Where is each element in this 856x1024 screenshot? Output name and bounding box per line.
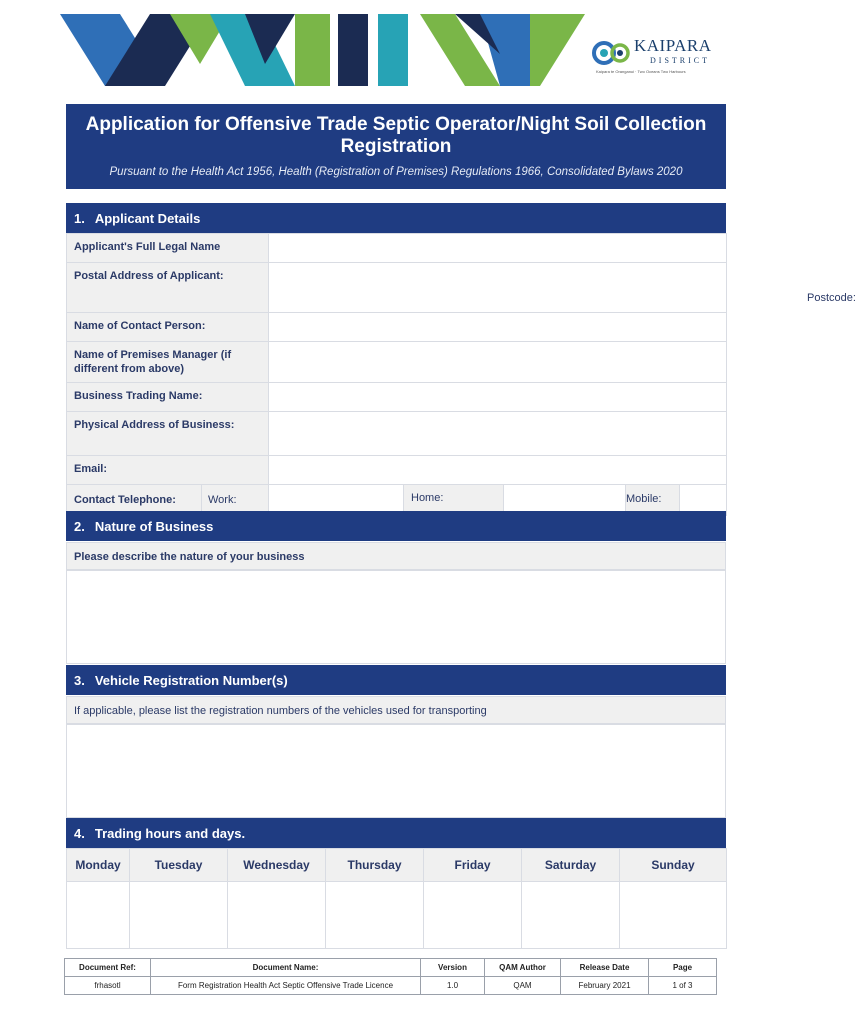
trading-name-label: Business Trading Name: xyxy=(67,383,269,412)
contact-person-field[interactable] xyxy=(269,313,727,342)
document-footer-table xyxy=(64,958,717,995)
physical-address-field[interactable] xyxy=(269,412,727,456)
work-label: Work: xyxy=(208,494,237,506)
business-description-field[interactable] xyxy=(66,570,726,664)
footer-name-value: Form Registration Health Act Septic Offensive Trade Licence xyxy=(151,977,421,995)
physical-address-label: Physical Address of Business: xyxy=(67,412,269,456)
logo-district: DISTRICT xyxy=(650,56,710,65)
wednesday-hours-field[interactable] xyxy=(228,882,326,949)
section-title: Applicant Details xyxy=(94,210,201,226)
footer-page-value: 1 of 3 xyxy=(649,977,717,995)
logo-wordmark: KAIPARA xyxy=(634,36,712,55)
postal-address-field[interactable] xyxy=(269,263,856,313)
premises-manager-label: Name of Premises Manager (if different from above) xyxy=(67,342,269,383)
footer-header-ref: Document Ref: xyxy=(65,959,151,977)
day-header-thursday: Thursday xyxy=(326,849,424,882)
day-header-wednesday: Wednesday xyxy=(228,849,326,882)
saturday-hours-field[interactable] xyxy=(522,882,620,949)
premises-manager-field[interactable] xyxy=(269,342,727,383)
vehicle-registration-field[interactable] xyxy=(66,724,726,818)
friday-hours-field[interactable] xyxy=(424,882,522,949)
trading-name-field[interactable] xyxy=(269,383,727,412)
day-header-saturday: Saturday xyxy=(522,849,620,882)
section-title: Vehicle Registration Number(s) xyxy=(94,672,288,688)
section-nature-of-business-header xyxy=(66,511,726,541)
monday-hours-field[interactable] xyxy=(67,882,130,949)
footer-header-version: Version xyxy=(421,959,485,977)
section-number: 3. xyxy=(74,672,85,688)
logo-tagline: Kaipara te Oranganui · Two Oceans Two Harbours xyxy=(596,69,686,74)
form-title-block xyxy=(66,104,726,189)
home-label: Home: xyxy=(404,485,504,516)
vehicle-registration-prompt: If applicable, please list the registration numbers of the vehicles used for transporting xyxy=(66,696,726,724)
thursday-hours-field[interactable] xyxy=(326,882,424,949)
applicant-details-table xyxy=(66,233,856,516)
section-number: 1. xyxy=(74,210,85,226)
footer-header-release-date: Release Date xyxy=(561,959,649,977)
email-label: Email: xyxy=(67,456,269,485)
footer-header-name: Document Name: xyxy=(151,959,421,977)
footer-author-value: QAM xyxy=(485,977,561,995)
postcode-label: Postcode: xyxy=(807,292,856,304)
email-field[interactable] xyxy=(269,456,727,485)
section-title: Nature of Business xyxy=(94,518,214,534)
footer-header-page: Page xyxy=(649,959,717,977)
tuesday-hours-field[interactable] xyxy=(130,882,228,949)
section-applicant-details-header xyxy=(66,203,726,233)
day-header-tuesday: Tuesday xyxy=(130,849,228,882)
section-title: Trading hours and days. xyxy=(94,825,246,841)
section-number: 2. xyxy=(74,518,85,534)
footer-header-author: QAM Author xyxy=(485,959,561,977)
day-header-friday: Friday xyxy=(424,849,522,882)
trading-days-table xyxy=(66,848,727,949)
section-trading-hours-header xyxy=(66,818,726,848)
form-title: Application for Offensive Trade Septic Operator/Night Soil Collection Registration xyxy=(85,114,707,157)
sunday-hours-field[interactable] xyxy=(620,882,727,949)
section-number: 4. xyxy=(74,825,85,841)
kaipara-banner-graphic xyxy=(60,14,585,86)
footer-ref-value: frhasotl xyxy=(65,977,151,995)
day-header-monday: Monday xyxy=(67,849,130,882)
footer-release-date-value: February 2021 xyxy=(561,977,649,995)
business-description-prompt: Please describe the nature of your business xyxy=(66,542,726,570)
full-name-field[interactable] xyxy=(269,234,727,263)
postal-address-label: Postal Address of Applicant: xyxy=(67,263,269,313)
section-vehicle-registration-header xyxy=(66,665,726,695)
koru-logo-icon xyxy=(592,38,632,68)
form-subtitle: Pursuant to the Health Act 1956, Health (Registration of Premises) Regulations 1966, Consolidated Bylaws 2020 xyxy=(109,166,683,178)
full-name-label: Applicant's Full Legal Name xyxy=(67,234,269,263)
footer-version-value: 1.0 xyxy=(421,977,485,995)
contact-person-label: Name of Contact Person: xyxy=(67,313,269,342)
day-header-sunday: Sunday xyxy=(620,849,727,882)
telephone-label: Contact Telephone: xyxy=(67,485,202,515)
mobile-label: Mobile: xyxy=(626,485,680,515)
kaipara-logo xyxy=(592,34,712,76)
